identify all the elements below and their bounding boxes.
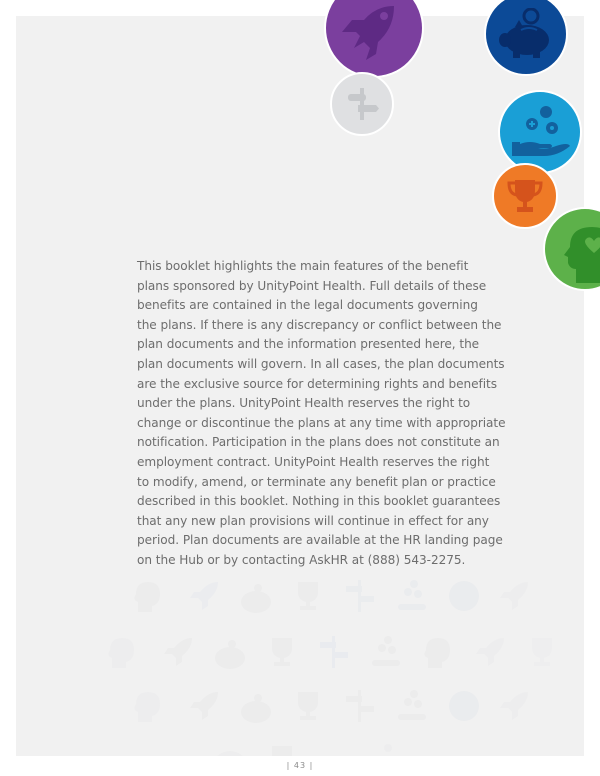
trophy-icon [492,163,558,229]
disclaimer-line: plan documents will govern. In all cases, the plan documents [137,356,505,371]
watermark-shield-icon [446,688,482,724]
disclaimer-line: described in this booklet. Nothing in this booklet guarantees [137,494,501,509]
disclaimer-line: change or discontinue the plans at any time with appropriate [137,415,506,430]
watermark-head-icon [130,578,166,614]
disclaimer-line: on the Hub or by contacting AskHR at (888) 543-2275. [137,552,466,567]
watermark-trophy-icon [290,688,326,724]
watermark-signpost-icon [342,578,378,614]
disclaimer-line: to modify, amend, or terminate any benefit plan or practice [137,474,496,489]
disclaimer-line: that any new plan provisions will continue in effect for any [137,513,489,528]
icon-watermark-pattern [16,560,584,756]
disclaimer-line: notification. Participation in the plans does not constitute an [137,435,500,450]
benefits-disclaimer-paragraph [137,257,506,571]
page-number: | 43 | [286,761,314,770]
disclaimer-line: benefits are contained in the legal documents governing [137,298,478,313]
watermark-head-icon [420,634,456,670]
watermark-piggy-icon [238,692,274,728]
watermark-shield-icon [446,578,482,614]
hand-with-coins-icon [498,90,582,174]
disclaimer-line: employment contract. UnityPoint Health reserves the right [137,454,490,469]
disclaimer-line: are the exclusive source for determining rights and benefits [137,376,497,391]
watermark-hand-coins-icon [394,578,430,614]
watermark-trophy-icon [524,634,560,670]
disclaimer-line: the plans. If there is any discrepancy or conflict between the [137,317,502,332]
signpost-icon [330,72,394,136]
watermark-trophy-icon [290,578,326,614]
watermark-piggy-icon [212,638,248,674]
watermark-rocket-icon [186,578,222,614]
disclaimer-line: plan documents and the information presented here, the [137,337,480,352]
watermark-signpost-icon [316,634,352,670]
watermark-hand-coins-icon [368,742,404,756]
watermark-hand-coins-icon [368,634,404,670]
disclaimer-line: under the plans. UnityPoint Health reserves the right to [137,396,471,411]
watermark-rocket-icon [472,634,508,670]
watermark-piggy-icon [238,582,274,618]
watermark-rocket-icon [496,688,532,724]
disclaimer-line: This booklet highlights the main features of the benefit [137,259,469,273]
watermark-rocket-icon [160,634,196,670]
watermark-trophy-icon [264,742,300,756]
watermark-head-icon [104,634,140,670]
watermark-head-icon [130,688,166,724]
watermark-rocket-icon [496,578,532,614]
watermark-rocket-icon [186,688,222,724]
disclaimer-line: period. Plan documents are available at the HR landing page [137,533,503,548]
watermark-signpost-icon [342,688,378,724]
disclaimer-line: plans sponsored by UnityPoint Health. Full details of these [137,278,487,293]
watermark-hand-coins-icon [394,688,430,724]
watermark-piggy-icon [212,742,248,756]
watermark-trophy-icon [264,634,300,670]
